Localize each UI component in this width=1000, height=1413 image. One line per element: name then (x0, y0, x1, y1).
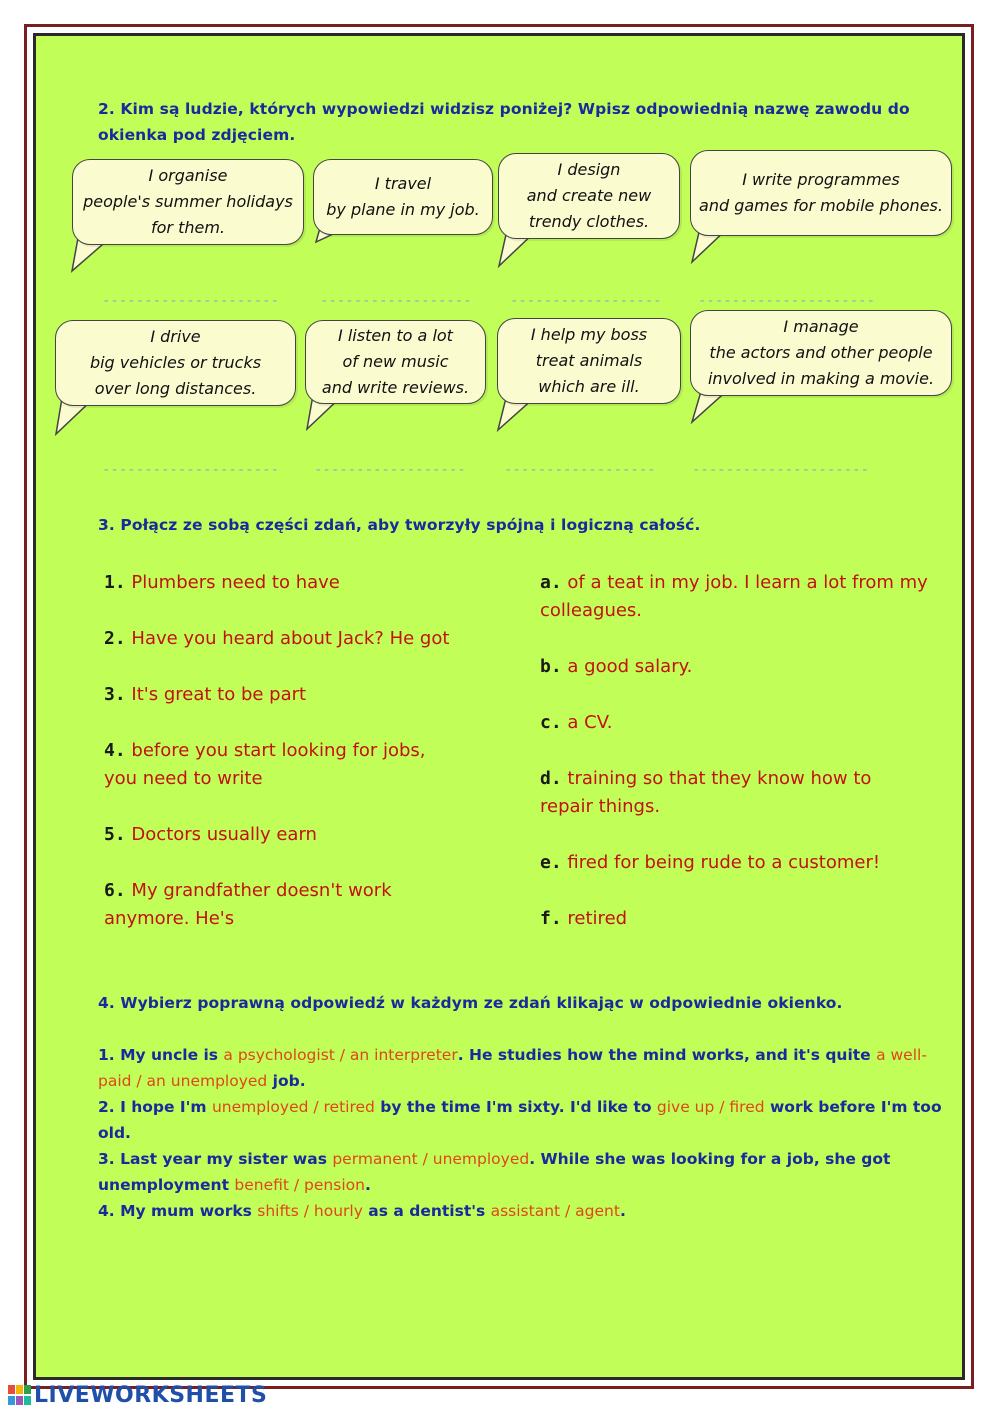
liveworksheets-logo (8, 1382, 267, 1408)
item-number: 4. (104, 740, 126, 761)
speech-bubble: I write programmes and games for mobile phones. (690, 150, 952, 236)
item-text: of a teat in my job. I learn a lot from my colleagues. (540, 572, 928, 621)
answer-line[interactable]: ------------------ (320, 293, 472, 309)
option-dropdown[interactable]: a well-paid / an unemployed (98, 1046, 927, 1090)
speech-bubble: I help my boss treat animals which are ill. (497, 318, 681, 404)
option-dropdown[interactable]: shifts / hourly (257, 1202, 363, 1220)
answer-line[interactable]: --------------------- (692, 462, 870, 478)
option-dropdown[interactable]: give up / fired (656, 1098, 765, 1116)
item-letter: d. (540, 768, 562, 789)
answer-line[interactable]: --------------------- (102, 293, 280, 309)
item-number: 2. (104, 628, 126, 649)
speech-bubble: I listen to a lot of new music and write reviews. (305, 320, 486, 404)
speech-bubble: I organise people's summer holidays for them. (72, 159, 304, 245)
answer-line[interactable]: --------------------- (102, 462, 280, 478)
match-right-item[interactable] (540, 653, 940, 681)
match-left-item[interactable] (104, 625, 484, 653)
option-dropdown[interactable]: permanent / unemployed (332, 1150, 530, 1168)
item-number: 5. (104, 824, 126, 845)
item-number: 3. (104, 684, 126, 705)
speech-bubble: I travel by plane in my job. (313, 159, 493, 235)
match-right-item[interactable] (540, 709, 940, 737)
item-text: training so that they know how to repair things. (540, 768, 872, 817)
logo-text: LIVEWORKSHEETS (34, 1382, 268, 1408)
match-right-item[interactable] (540, 849, 950, 877)
answer-line[interactable]: ------------------ (510, 293, 662, 309)
logo-blocks-icon (8, 1383, 34, 1407)
match-right-item[interactable] (540, 905, 940, 933)
item-text: fired for being rude to a customer! (567, 852, 881, 873)
item-number: 6. (104, 880, 126, 901)
item-text: Have you heard about Jack? He got (131, 628, 450, 649)
task4-sentences (98, 1042, 958, 1224)
speech-bubble: I drive big vehicles or trucks over long distances. (55, 320, 296, 406)
sentence-3: 3. Last year my sister was permanent / unemployed. While she was looking for a job, she got unemployment benefit / pension. (98, 1150, 891, 1194)
item-letter: e. (540, 852, 562, 873)
match-left-item[interactable] (104, 737, 464, 793)
item-text: My grandfather doesn't work anymore. He's (104, 880, 392, 929)
item-letter: c. (540, 712, 562, 733)
option-dropdown[interactable]: unemployed / retired (211, 1098, 375, 1116)
item-text: It's great to be part (131, 684, 307, 705)
match-right-item[interactable] (540, 569, 940, 625)
answer-line[interactable]: ------------------ (504, 462, 656, 478)
sentence-1: 1. My uncle is a psychologist / an interpreter. He studies how the mind works, and it's quite a well-paid / an unemployed job. (98, 1046, 927, 1090)
task4-title: 4. Wybierz poprawną odpowiedź w każdym ze zdań klikając w odpowiednie okienko. (98, 994, 843, 1012)
match-right-item[interactable] (540, 765, 930, 821)
option-dropdown[interactable]: benefit / pension (234, 1176, 365, 1194)
item-text: before you start looking for jobs, you need to write (104, 740, 426, 789)
option-dropdown[interactable]: a psychologist / an interpreter (223, 1046, 458, 1064)
task2-title: 2. Kim są ludzie, których wypowiedzi widzisz poniżej? Wpisz odpowiednią nazwę zawodu do okienka pod zdjęciem. (98, 100, 910, 144)
item-text: a good salary. (561, 656, 693, 677)
item-letter: f. (540, 908, 562, 929)
sentence-2: 2. I hope I'm unemployed / retired by the time I'm sixty. I'd like to give up / fired work before I'm too old. (98, 1098, 942, 1142)
item-text: retired (567, 908, 628, 929)
item-number: 1. (104, 572, 126, 593)
item-text: Doctors usually earn (131, 824, 317, 845)
answer-line[interactable]: ------------------ (314, 462, 466, 478)
item-letter: a. (540, 572, 562, 593)
sentence-4: 4. My mum works shifts / hourly as a dentist's assistant / agent. (98, 1202, 626, 1220)
answer-line[interactable]: --------------------- (698, 293, 876, 309)
item-text: a CV. (567, 712, 613, 733)
option-dropdown[interactable]: assistant / agent (490, 1202, 620, 1220)
match-left-item[interactable] (104, 569, 484, 597)
match-left-item[interactable] (104, 877, 434, 933)
match-left-item[interactable] (104, 821, 484, 849)
speech-bubble: I manage the actors and other people involved in making a movie. (690, 310, 952, 396)
task3-title: 3. Połącz ze sobą części zdań, aby tworzyły spójną i logiczną całość. (98, 516, 701, 534)
speech-bubble: I design and create new trendy clothes. (498, 153, 680, 239)
item-letter: b. (540, 656, 562, 677)
item-text: Plumbers need to have (131, 572, 340, 593)
match-left-item[interactable] (104, 681, 484, 709)
